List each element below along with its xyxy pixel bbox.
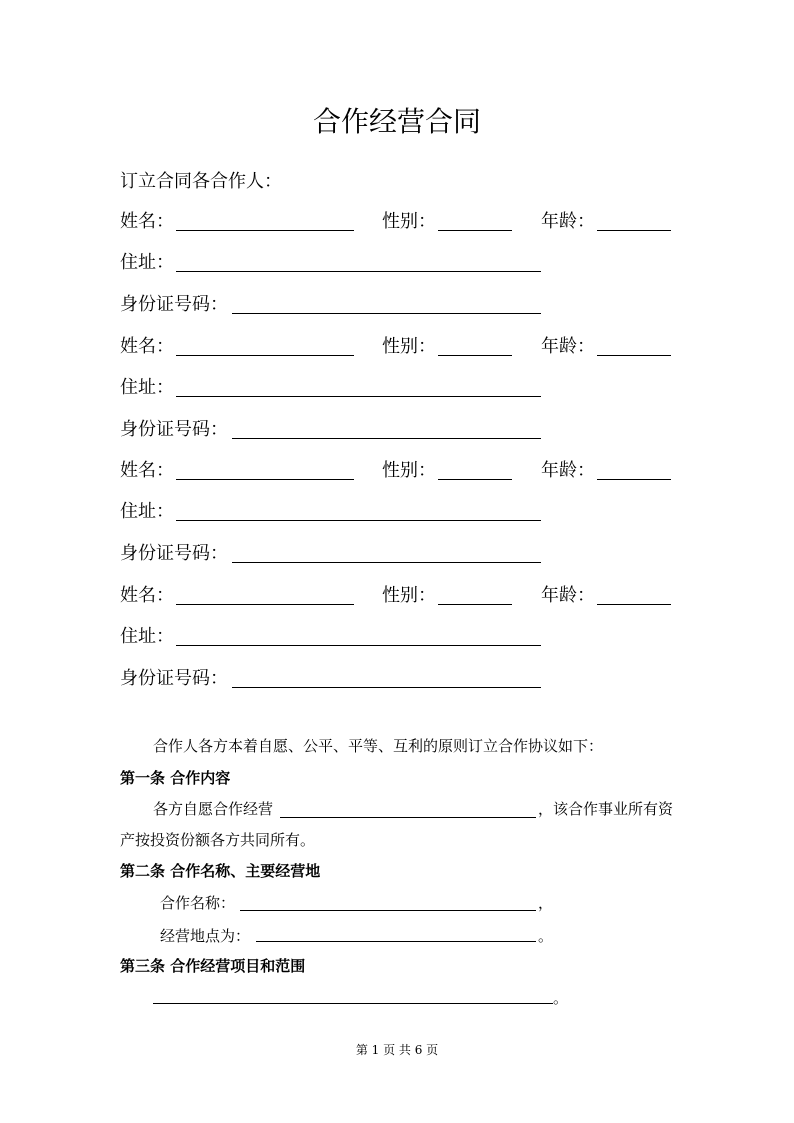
article1-heading: 第一条 合作内容 [120, 769, 231, 787]
partnership-name-field[interactable] [240, 910, 536, 911]
address-field[interactable] [176, 520, 541, 521]
business-field[interactable] [280, 817, 536, 818]
address-field[interactable] [176, 396, 541, 397]
id-number-field[interactable] [232, 313, 541, 314]
gender-label: 性别： [382, 584, 436, 606]
age-field[interactable] [597, 479, 671, 480]
age-field[interactable] [597, 355, 671, 356]
id-number-field[interactable] [232, 687, 541, 688]
age-label: 年龄： [541, 460, 595, 481]
preamble: 合作人各方本着自愿、公平、平等、互利的原则订立合作协议如下： [153, 737, 604, 755]
article3-heading: 第三条 合作经营项目和范围 [120, 957, 306, 975]
name-label: 姓名： [120, 460, 174, 481]
article1-text-after: ，该合作事业所有资 [538, 800, 674, 818]
article1-text-cont: 产按投资份额各方共同所有。 [120, 831, 316, 849]
age-label: 年龄： [541, 335, 595, 357]
address-label: 住址： [120, 252, 174, 273]
intro-label: 订立合同各合作人： [120, 171, 282, 192]
gender-label: 性别： [382, 335, 436, 357]
name-field[interactable] [176, 604, 354, 605]
name-field[interactable] [176, 355, 354, 356]
place-field[interactable] [256, 941, 536, 942]
gender-field[interactable] [438, 604, 512, 605]
id-number-label: 身份证号码： [120, 418, 228, 440]
id-number-field[interactable] [232, 562, 541, 563]
id-number-label: 身份证号码： [120, 294, 228, 315]
id-number-field[interactable] [232, 438, 541, 439]
address-label: 住址： [120, 376, 174, 398]
name-label: 姓名： [120, 584, 174, 606]
age-label: 年龄： [541, 211, 595, 232]
place-end: 。 [538, 927, 554, 945]
document-title: 合作经营合同 [312, 105, 481, 138]
article1-text-before: 各方自愿合作经营 [153, 800, 274, 818]
name-field[interactable] [176, 479, 354, 480]
name-label: 姓名： [120, 211, 174, 232]
address-field[interactable] [176, 645, 541, 646]
age-field[interactable] [597, 230, 671, 231]
gender-label: 性别： [382, 460, 436, 481]
gender-field[interactable] [438, 230, 512, 231]
id-number-label: 身份证号码： [120, 667, 228, 689]
article2-heading: 第二条 合作名称、主要经营地 [120, 862, 321, 880]
age-label: 年龄： [541, 584, 595, 606]
name-end: ， [538, 894, 554, 912]
name-label: 姓名： [120, 335, 174, 357]
age-field[interactable] [597, 604, 671, 605]
name-field[interactable] [176, 230, 354, 231]
place-label: 经营地点为： [160, 927, 251, 945]
gender-label: 性别： [382, 211, 436, 232]
gender-field[interactable] [438, 479, 512, 480]
scope-field[interactable] [153, 1003, 553, 1004]
address-field[interactable] [176, 271, 541, 272]
address-label: 住址： [120, 501, 174, 522]
id-number-label: 身份证号码： [120, 543, 228, 564]
page-footer: 第 1 页 共 6 页 [355, 1043, 439, 1057]
gender-field[interactable] [438, 355, 512, 356]
scope-end: 。 [553, 989, 569, 1007]
partnership-name-label: 合作名称： [160, 894, 236, 912]
address-label: 住址： [120, 625, 174, 647]
